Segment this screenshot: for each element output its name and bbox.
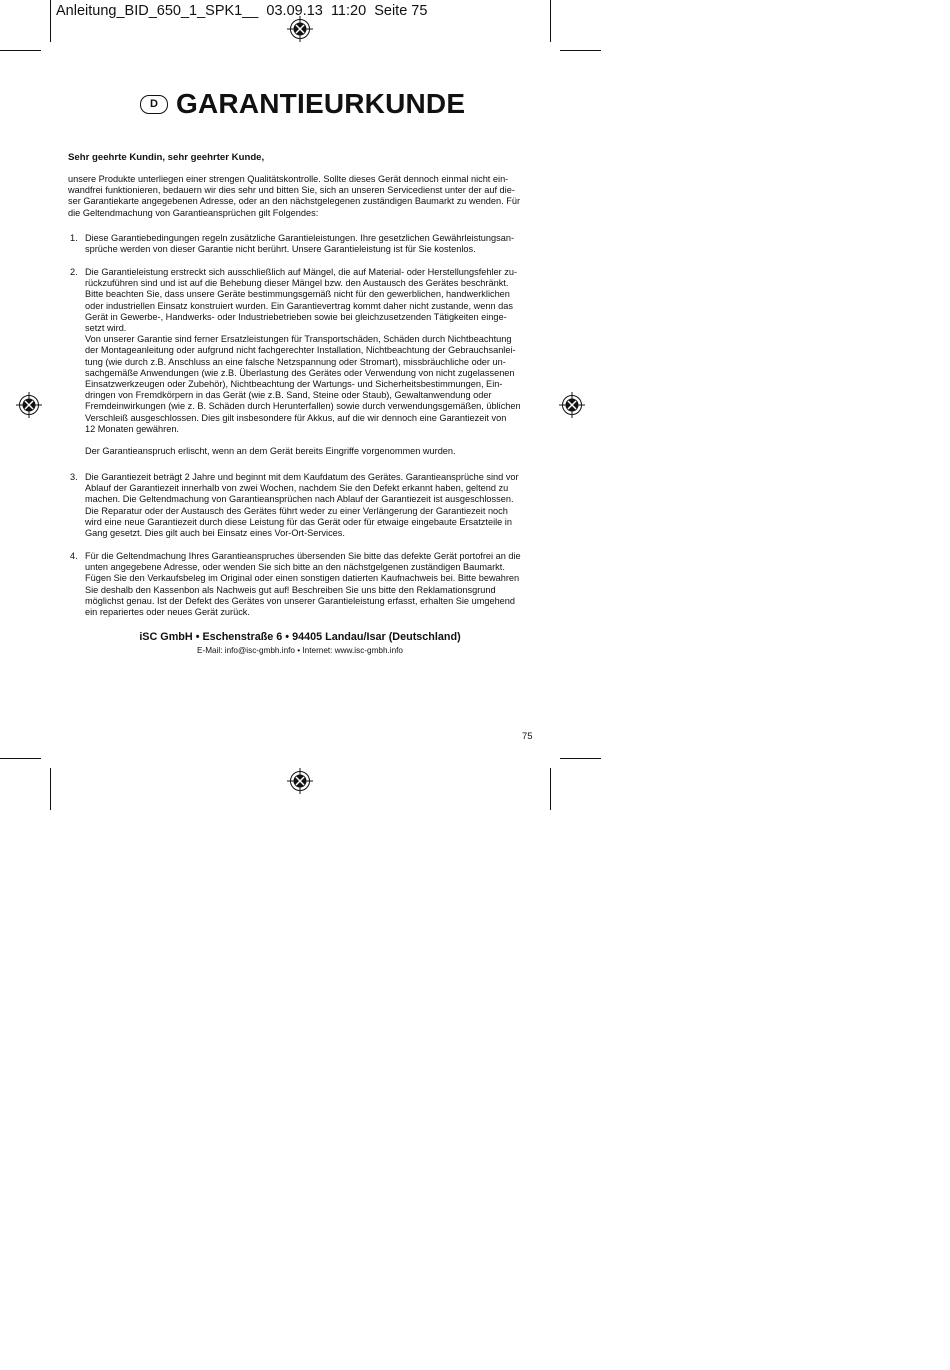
intro-paragraph: unsere Produkte unterliegen einer strengen Qualitätskontrolle. Sollte dieses Gerät dennoch einmal nicht ein- wandfrei funktionieren, bedauern wir dies sehr und bitten Sie, sich an unseren Servicedienst unter der auf die- ser Garantiekarte angegebenen Adresse, oder an den nächstgelegenen zuständigen Baumarkt zu wenden. Für die Geltendmachung von Garantieansprüchen gilt Folgendes: — [68, 174, 521, 218]
list-item — [68, 233, 533, 255]
page-number: 75 — [522, 731, 533, 742]
crop-mark-bottom-left-vertical — [50, 768, 51, 810]
crop-mark-bottom-right-vertical — [550, 768, 551, 810]
list-item-text: Für die Geltendmachung Ihres Garantieanspruches übersenden Sie bitte das defekte Gerät portofrei an die unten angegebene Adresse, oder wenden Sie sich bitte an den nächstgelgenen zuständigen Baumarkt. Fügen Sie den Verkaufsbeleg im Original oder einen sonstigen datierten Kaufnachweis bei. Bitte bewahren Sie deshalb den Kassenbon als Nachweis gut auf! Beschreiben Sie uns bitte den Reklamationsgrund möglichst genau. Ist der Defekt des Gerätes von unserer Garantieleistung erfasst, erhalten Sie umgehend ein repariertes oder neues Gerät zurück. — [85, 551, 521, 618]
list-item-number: 2. — [70, 267, 78, 277]
registration-mark-left-icon — [16, 392, 42, 418]
list-item-text: Die Garantiezeit beträgt 2 Jahre und beginnt mit dem Kaufdatum des Gerätes. Garantieansprüche sind vor Ablauf der Garantiezeit innerhalb von zwei Wochen, nachdem Sie den Defekt erkannt haben, geltend zu machen. Die Geltendmachung von Garantieansprüchen nach Ablauf der Garantiezeit ist ausgeschlossen. Die Reparatur oder der Austausch des Gerätes führt weder zu einer Verlängerung der Garantiezeit noch wird eine neue Garantiezeit durch diese Leistung für das Gerät oder für etwaige eingebaute Ersatzteile in Gang gesetzt. Dies gilt auch bei Einsatz eines Vor-Ort-Services. — [85, 472, 519, 539]
list-item — [68, 472, 533, 539]
list-item-text: Diese Garantiebedingungen regeln zusätzliche Garantieleistungen. Ihre gesetzlichen Gewährleistungsan- sprüche werden von dieser Garantie nicht berührt. Unsere Garantieleistung ist für Sie kostenlos. — [85, 233, 515, 255]
page-title: GARANTIEURKUNDE — [176, 88, 466, 119]
crop-mark-top-right-horizontal — [560, 50, 601, 51]
list-item-number: 3. — [70, 472, 78, 482]
crop-mark-top-left-horizontal — [0, 50, 41, 51]
list-item — [68, 551, 533, 618]
registration-mark-top-icon — [287, 16, 313, 42]
company-address: iSC GmbH • Eschenstraße 6 • 94405 Landau/Isar (Deutschland) — [139, 631, 461, 643]
registration-mark-bottom-icon — [287, 768, 313, 794]
crop-mark-top-left-vertical — [50, 0, 51, 42]
list-item-note: Der Garantieanspruch erlischt, wenn an dem Gerät bereits Eingriffe vorgenommen wurden. — [85, 446, 456, 457]
print-header — [56, 3, 427, 19]
crop-mark-bottom-left-horizontal — [0, 758, 41, 759]
list-item-text: Die Garantieleistung erstreckt sich ausschließlich auf Mängel, die auf Material- oder Herstellungsfehler zu- rückzuführen sind und ist auf die Behebung dieser Mängel bzw. den Austausch des Gerätes beschränkt. Bitte beachten Sie, dass unsere Geräte bestimmungsgemäß nicht für den gewerblichen, handwerklichen oder industriellen Einsatz konstruiert wurden. Ein Garantievertrag kommt daher nicht zustande, wenn das Gerät in Gewerbe-, Handwerks- oder Industriebetrieben sowie bei gleichzusetzenden Tätigkeiten einge- setzt wird. Von unserer Garantie sind ferner Ersatzleistungen für Transportschäden, Schäden durch Nichtbeachtung der Montageanleitung oder aufgrund nicht fachgerechter Installation, Nichtbeachtung der Gebrauchsanlei- tung (wie durch z.B. Anschluss an eine falsche Netzspannung oder Stromart), missbräuchliche oder un- sachgemäße Anwendungen (wie z.B. Überlastung des Gerätes oder Verwendung von nicht zugelassenen Einsatzwerkzeugen oder Zubehör), Nichtbeachtung der Wartungs- und Sicherheitsbestimmungen, Ein- dringen von Fremdkörpern in das Gerät (wie z.B. Sand, Steine oder Staub), Gewaltanwendung oder Fremdeinwirkungen (wie z. B. Schäden durch Herunterfallen) sowie durch verwendungsgemäßen, üblichen Verschleiß ausgeschlossen. Dies gilt insbesondere für Akkus, auf die wir dennoch eine Garantiezeit von 12 Monaten gewähren. — [85, 267, 521, 434]
header-page-label: Seite 75 — [374, 3, 428, 19]
crop-mark-top-right-vertical — [550, 0, 551, 42]
internet-text: Internet: www.isc-gmbh.info — [302, 646, 403, 655]
list-item-number: 4. — [70, 551, 78, 561]
header-time: 11:20 — [330, 3, 367, 19]
email-text: E-Mail: info@isc-gmbh.info — [197, 646, 295, 655]
registration-mark-right-icon — [559, 392, 585, 418]
country-code-badge: D — [140, 95, 168, 114]
list-item-number: 1. — [70, 233, 78, 243]
contact-line — [0, 646, 600, 655]
header-date: 03.09.13 — [266, 3, 323, 19]
list-item — [68, 267, 533, 457]
header-filename: Anleitung_BID_650_1_SPK1__ — [56, 3, 259, 19]
salutation: Sehr geehrte Kundin, sehr geehrter Kunde, — [68, 152, 265, 163]
bullet-separator: • — [297, 646, 301, 655]
crop-mark-bottom-right-horizontal — [560, 758, 601, 759]
title-block — [140, 88, 465, 120]
